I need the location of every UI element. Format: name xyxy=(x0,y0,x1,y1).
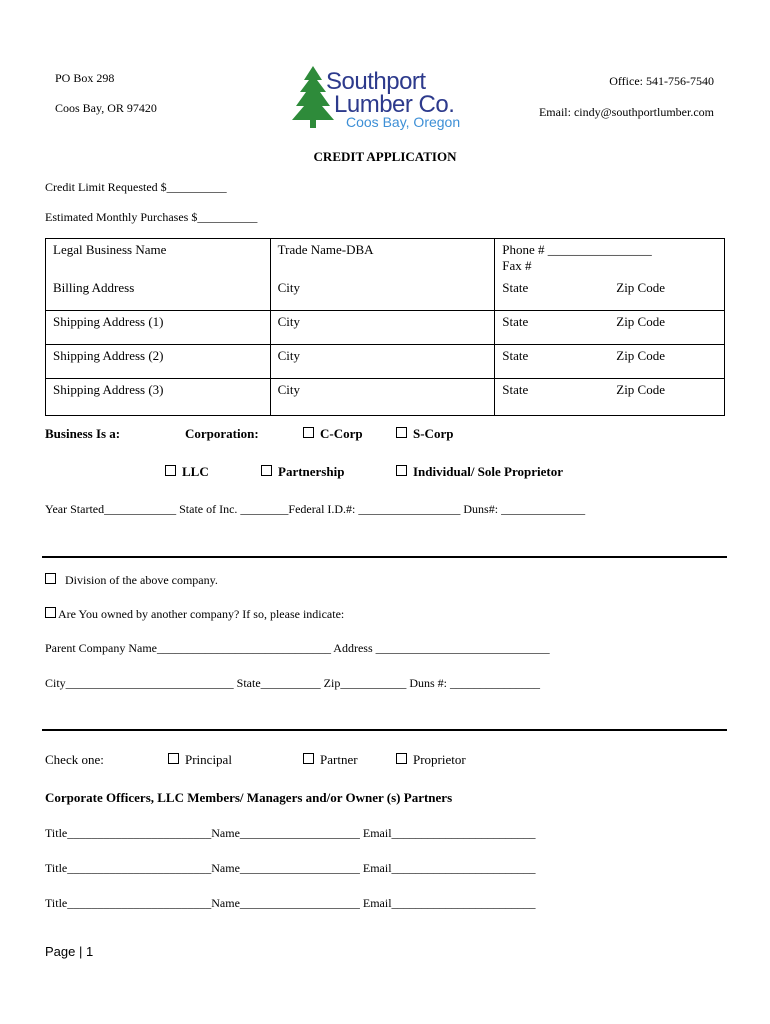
shipping-state-zip-2-cell[interactable] xyxy=(495,345,725,379)
phone-fax-cell[interactable] xyxy=(495,239,725,278)
partner-option[interactable] xyxy=(303,752,358,768)
shipping-city-1-cell[interactable] xyxy=(270,311,495,345)
state-label: State xyxy=(502,280,529,295)
credit-limit-field[interactable]: Credit Limit Requested $__________ xyxy=(45,180,227,194)
zip-label: Zip Code xyxy=(616,314,665,329)
shipping-state-zip-3-cell[interactable] xyxy=(495,379,725,416)
business-type-label: Business Is a: xyxy=(45,426,121,441)
city-label: City xyxy=(277,314,301,329)
zip-label: Zip Code xyxy=(616,280,665,295)
company-logo xyxy=(292,66,462,132)
logo-line-3: Coos Bay, Oregon xyxy=(346,114,461,130)
po-box: PO Box 298 xyxy=(55,71,115,85)
owned-option[interactable] xyxy=(45,607,344,622)
section-divider xyxy=(42,556,727,558)
state-label: State xyxy=(502,314,529,329)
shipping-city-2-cell[interactable] xyxy=(270,345,495,379)
billing-city-cell[interactable] xyxy=(270,277,495,311)
shipping-address-2-cell[interactable] xyxy=(46,345,271,379)
shipping-city-3-cell[interactable] xyxy=(270,379,495,416)
owned-label: Are You owned by another company? If so, please indicate: xyxy=(58,607,345,621)
division-label: Division of the above company. xyxy=(65,573,218,587)
shipping-address-2-label: Shipping Address (2) xyxy=(53,348,164,363)
individual-checkbox[interactable] xyxy=(396,465,407,476)
phone-label: Phone # ________________ xyxy=(502,242,652,257)
partnership-checkbox[interactable] xyxy=(261,465,272,476)
division-checkbox[interactable] xyxy=(45,573,56,584)
parent-company-line[interactable]: Parent Company Name_____________________________ Address _____________________________ xyxy=(45,641,550,655)
legal-name-label: Legal Business Name xyxy=(53,242,167,257)
proprietor-option[interactable] xyxy=(396,752,466,768)
city-label: City xyxy=(277,348,301,363)
principal-label: Principal xyxy=(185,752,232,767)
principal-option[interactable] xyxy=(168,752,232,768)
legal-name-cell[interactable] xyxy=(46,239,271,278)
llc-option[interactable] xyxy=(165,464,209,480)
trade-name-cell[interactable] xyxy=(270,239,495,278)
city-state-zip: Coos Bay, OR 97420 xyxy=(55,101,157,115)
corporation-label: Corporation: xyxy=(185,426,259,441)
c-corp-option[interactable] xyxy=(303,426,363,442)
individual-label: Individual/ Sole Proprietor xyxy=(413,464,563,479)
billing-address-cell[interactable] xyxy=(46,277,271,311)
partnership-label: Partnership xyxy=(278,464,345,479)
state-label: State xyxy=(502,348,529,363)
individual-option[interactable] xyxy=(396,464,563,480)
s-corp-label: S-Corp xyxy=(413,426,454,441)
fax-label: Fax # xyxy=(502,258,532,273)
billing-state-zip-cell[interactable] xyxy=(495,277,725,311)
check-one-label: Check one: xyxy=(45,752,104,767)
s-corp-checkbox[interactable] xyxy=(396,427,407,438)
llc-label: LLC xyxy=(182,464,209,479)
monthly-purchases-field[interactable]: Estimated Monthly Purchases $__________ xyxy=(45,210,258,224)
logo-line-2: Lumber Co. xyxy=(334,91,455,118)
officer-line-2[interactable]: Title________________________Name____________________ Email________________________ xyxy=(45,861,536,875)
page-title: CREDIT APPLICATION xyxy=(313,149,457,164)
business-info-table xyxy=(45,238,725,416)
city-label: City xyxy=(277,280,301,295)
proprietor-label: Proprietor xyxy=(413,752,466,767)
officer-line-3[interactable]: Title________________________Name____________________ Email________________________ xyxy=(45,896,536,910)
shipping-address-1-cell[interactable] xyxy=(46,311,271,345)
s-corp-option[interactable] xyxy=(396,426,453,442)
principal-checkbox[interactable] xyxy=(168,753,179,764)
city-label: City xyxy=(277,382,301,397)
shipping-address-1-label: Shipping Address (1) xyxy=(53,314,164,329)
c-corp-label: C-Corp xyxy=(320,426,363,441)
year-started-line[interactable]: Year Started____________ State of Inc. ________Federal I.D.#: _________________ Duns#: ______________ xyxy=(45,502,586,516)
llc-checkbox[interactable] xyxy=(165,465,176,476)
owned-checkbox[interactable] xyxy=(45,607,56,618)
billing-address-label: Billing Address xyxy=(53,280,135,295)
proprietor-checkbox[interactable] xyxy=(396,753,407,764)
officer-line-1[interactable]: Title________________________Name____________________ Email________________________ xyxy=(45,826,536,840)
section-divider xyxy=(42,729,727,731)
trade-name-label: Trade Name-DBA xyxy=(277,242,374,257)
division-option[interactable] xyxy=(45,573,218,588)
page-number: Page | 1 xyxy=(45,944,94,959)
c-corp-checkbox[interactable] xyxy=(303,427,314,438)
officers-heading: Corporate Officers, LLC Members/ Managers and/or Owner (s) Partners xyxy=(45,790,453,805)
zip-label: Zip Code xyxy=(616,348,665,363)
state-label: State xyxy=(502,382,529,397)
office-phone: Office: 541-756-7540 xyxy=(609,74,714,88)
partner-checkbox[interactable] xyxy=(303,753,314,764)
logo-line-1: Southport xyxy=(326,68,426,95)
shipping-address-3-cell[interactable] xyxy=(46,379,271,416)
office-email: Email: cindy@southportlumber.com xyxy=(538,105,714,119)
zip-label: Zip Code xyxy=(616,382,665,397)
partnership-option[interactable] xyxy=(261,464,344,480)
shipping-address-3-label: Shipping Address (3) xyxy=(53,382,164,397)
partner-label: Partner xyxy=(320,752,358,767)
shipping-state-zip-1-cell[interactable] xyxy=(495,311,725,345)
parent-city-line[interactable]: City____________________________ State__________ Zip___________ Duns #: _______________ xyxy=(45,676,540,690)
